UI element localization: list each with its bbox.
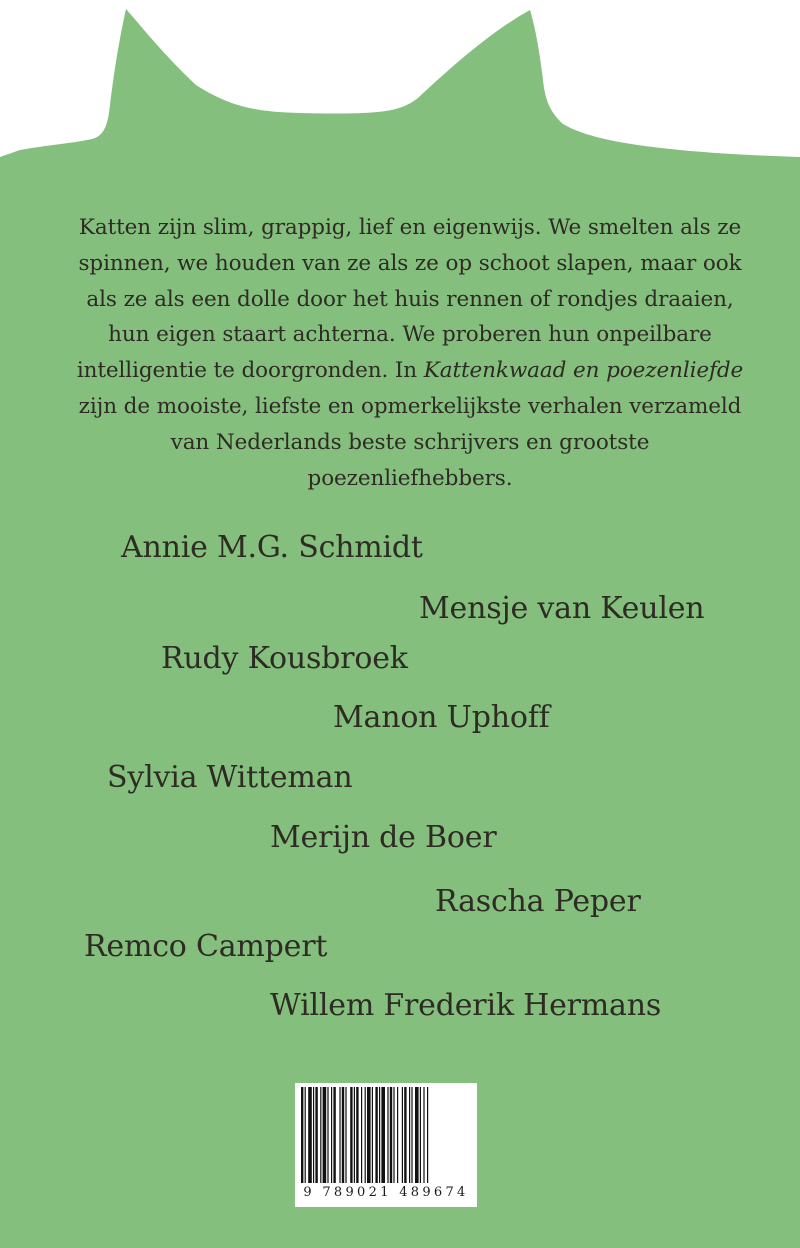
barcode-bar bbox=[327, 1087, 328, 1183]
barcode-bar bbox=[367, 1087, 371, 1183]
barcode-bar bbox=[381, 1087, 385, 1183]
barcode-bar bbox=[339, 1087, 340, 1183]
author-name: Merijn de Boer bbox=[270, 820, 497, 855]
isbn-number: 9 789021 489674 bbox=[303, 1185, 469, 1200]
barcode-bar bbox=[404, 1087, 406, 1183]
author-name: Mensje van Keulen bbox=[419, 591, 705, 626]
barcode-bar bbox=[375, 1087, 377, 1183]
blurb-text: Katten zijn slim, grappig, lief en eigenwijs. We smelten als ze spinnen, we houden van ze als ze op schoot slapen, maar ook als ze als een dolle door het huis rennen of rondjes draaien, hun eigen staart achterna. We proberen hun onpeilbare intelligentie te doorgronden. In Kattenkwaad en poezenliefde zijn de mooiste, liefste en opmerkelijkste verhalen verzameld van Nederlands beste schrijvers en grootste poezenliefhebbers. bbox=[76, 215, 744, 491]
author-name: Remco Campert bbox=[84, 929, 328, 964]
book-title: Kattenkwaad en poezenliefde bbox=[423, 358, 744, 384]
barcode-bar bbox=[333, 1087, 335, 1183]
barcode-bar bbox=[323, 1087, 327, 1183]
barcode-bar bbox=[379, 1087, 380, 1183]
author-name: Manon Uphoff bbox=[333, 700, 550, 735]
barcode-bar bbox=[390, 1087, 392, 1183]
barcode-bar bbox=[301, 1087, 303, 1183]
barcode-bar bbox=[420, 1087, 421, 1183]
barcode-bar bbox=[356, 1087, 358, 1183]
barcode-bar bbox=[315, 1087, 317, 1183]
barcode-bar bbox=[361, 1087, 362, 1183]
author-name: Rascha Peper bbox=[435, 884, 641, 919]
author-name: Rudy Kousbroek bbox=[161, 641, 408, 676]
barcode-bar bbox=[372, 1087, 373, 1183]
barcode-bar bbox=[415, 1087, 419, 1183]
barcode-bar bbox=[305, 1087, 306, 1183]
barcode-bars bbox=[301, 1087, 471, 1183]
barcode-bar bbox=[397, 1087, 398, 1183]
barcode-bar bbox=[423, 1087, 424, 1183]
barcode-bar bbox=[365, 1087, 366, 1183]
barcode-bar bbox=[411, 1087, 412, 1183]
author-name: Sylvia Witteman bbox=[107, 760, 353, 795]
barcode-bar bbox=[350, 1087, 352, 1183]
barcode-bar bbox=[393, 1087, 394, 1183]
barcode-bar bbox=[308, 1087, 312, 1183]
barcode-bar bbox=[345, 1087, 346, 1183]
barcode-bar bbox=[313, 1087, 314, 1183]
barcode-bar bbox=[342, 1087, 344, 1183]
author-name: Willem Frederik Hermans bbox=[270, 988, 662, 1023]
barcode bbox=[295, 1083, 477, 1207]
author-name: Annie M.G. Schmidt bbox=[121, 530, 423, 565]
barcode-bar bbox=[331, 1087, 332, 1183]
barcode-bar bbox=[427, 1087, 428, 1183]
barcode-bar bbox=[320, 1087, 321, 1183]
barcode-bar bbox=[387, 1087, 388, 1183]
barcode-bar bbox=[409, 1087, 410, 1183]
barcode-bar bbox=[402, 1087, 403, 1183]
barcode-bar bbox=[354, 1087, 355, 1183]
